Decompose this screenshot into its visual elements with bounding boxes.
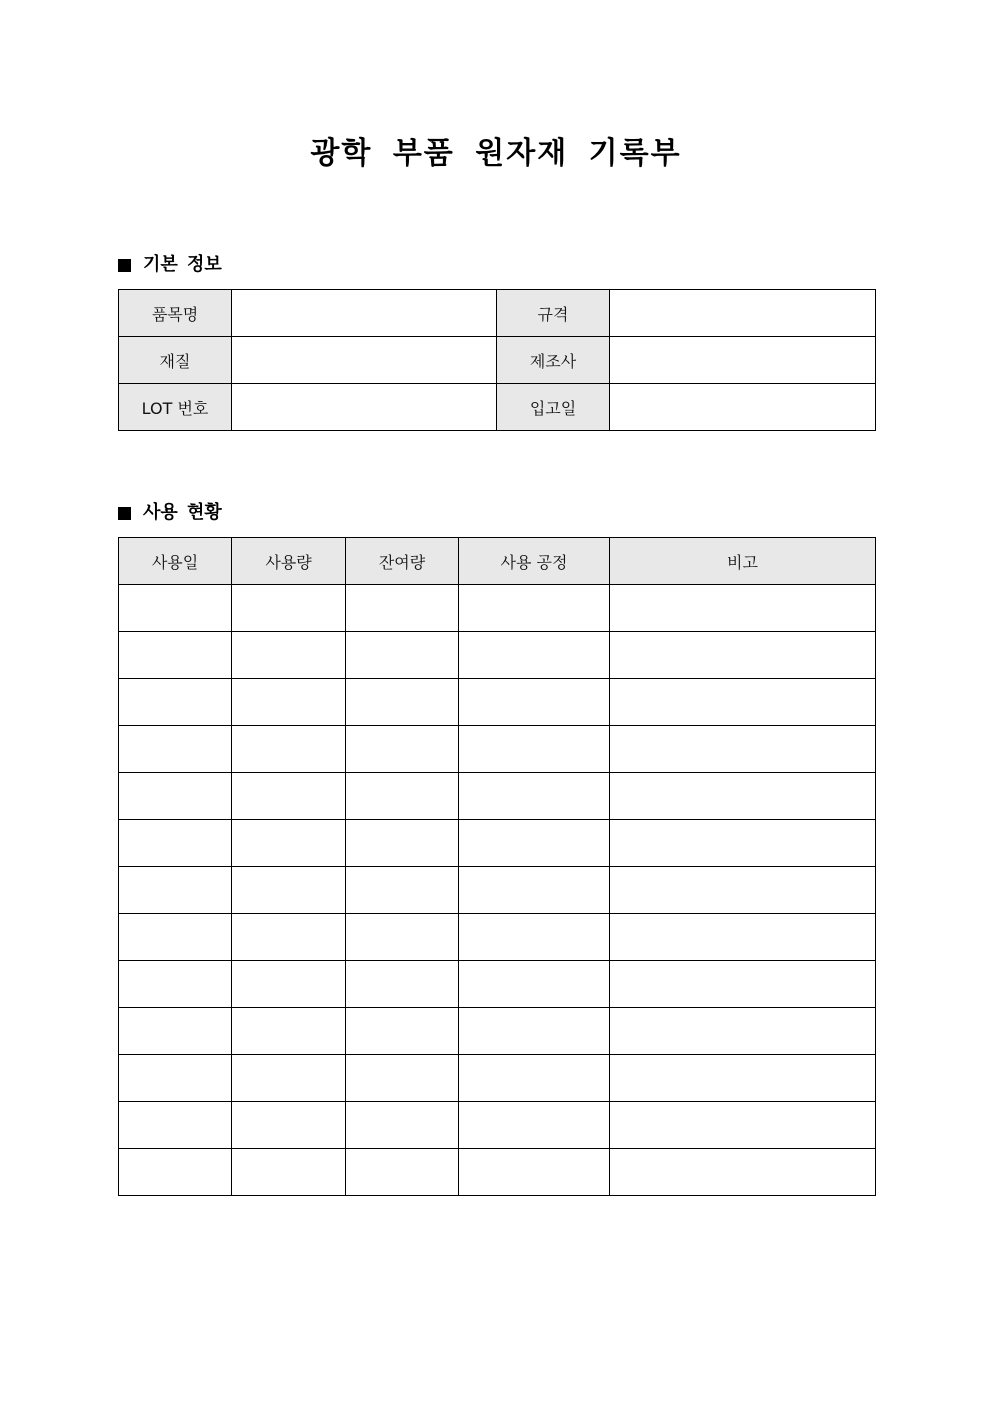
remaining-amount-cell[interactable] bbox=[346, 867, 459, 914]
usage-date-cell[interactable] bbox=[119, 820, 232, 867]
info-row-1 bbox=[119, 290, 876, 337]
usage-date-cell[interactable] bbox=[119, 867, 232, 914]
table-row bbox=[119, 1149, 876, 1196]
table-row bbox=[119, 961, 876, 1008]
remarks-cell[interactable] bbox=[610, 585, 876, 632]
lot-number-label: LOT 번호 bbox=[119, 384, 232, 431]
column-header-usage-amount: 사용량 bbox=[232, 538, 346, 585]
remarks-cell[interactable] bbox=[610, 961, 876, 1008]
square-bullet-icon bbox=[118, 259, 131, 272]
usage-amount-cell[interactable] bbox=[232, 773, 346, 820]
usage-process-cell[interactable] bbox=[459, 1102, 610, 1149]
usage-amount-cell[interactable] bbox=[232, 585, 346, 632]
usage-amount-cell[interactable] bbox=[232, 820, 346, 867]
manufacturer-field[interactable] bbox=[610, 337, 876, 384]
column-header-usage-date: 사용일 bbox=[119, 538, 232, 585]
column-header-usage-process: 사용 공정 bbox=[459, 538, 610, 585]
basic-info-heading-text: 기본 정보 bbox=[143, 254, 222, 275]
info-row-2 bbox=[119, 337, 876, 384]
table-row bbox=[119, 867, 876, 914]
remaining-amount-cell[interactable] bbox=[346, 961, 459, 1008]
usage-process-cell[interactable] bbox=[459, 1055, 610, 1102]
usage-process-cell[interactable] bbox=[459, 1149, 610, 1196]
info-row-3 bbox=[119, 384, 876, 431]
usage-heading bbox=[118, 501, 222, 525]
usage-date-cell[interactable] bbox=[119, 961, 232, 1008]
page-title: 광학 부품 원자재 기록부 bbox=[310, 136, 682, 171]
column-header-remaining-amount: 잔여량 bbox=[346, 538, 459, 585]
usage-amount-cell[interactable] bbox=[232, 1055, 346, 1102]
usage-amount-cell[interactable] bbox=[232, 1149, 346, 1196]
usage-date-cell[interactable] bbox=[119, 914, 232, 961]
usage-date-cell[interactable] bbox=[119, 773, 232, 820]
usage-process-cell[interactable] bbox=[459, 679, 610, 726]
table-row bbox=[119, 1102, 876, 1149]
usage-date-cell[interactable] bbox=[119, 1149, 232, 1196]
remarks-cell[interactable] bbox=[610, 1008, 876, 1055]
usage-header-row bbox=[119, 538, 876, 585]
spec-field[interactable] bbox=[610, 290, 876, 337]
table-row bbox=[119, 914, 876, 961]
table-row bbox=[119, 632, 876, 679]
table-row bbox=[119, 773, 876, 820]
remarks-cell[interactable] bbox=[610, 1055, 876, 1102]
remarks-cell[interactable] bbox=[610, 914, 876, 961]
usage-date-cell[interactable] bbox=[119, 585, 232, 632]
usage-table-body bbox=[119, 585, 876, 1196]
usage-process-cell[interactable] bbox=[459, 585, 610, 632]
remarks-cell[interactable] bbox=[610, 1149, 876, 1196]
usage-table bbox=[118, 537, 876, 1196]
table-row bbox=[119, 820, 876, 867]
remaining-amount-cell[interactable] bbox=[346, 1055, 459, 1102]
table-row bbox=[119, 726, 876, 773]
remaining-amount-cell[interactable] bbox=[346, 1102, 459, 1149]
remarks-cell[interactable] bbox=[610, 1102, 876, 1149]
material-label: 재질 bbox=[119, 337, 232, 384]
remaining-amount-cell[interactable] bbox=[346, 632, 459, 679]
usage-date-cell[interactable] bbox=[119, 726, 232, 773]
usage-amount-cell[interactable] bbox=[232, 914, 346, 961]
remaining-amount-cell[interactable] bbox=[346, 726, 459, 773]
usage-amount-cell[interactable] bbox=[232, 1008, 346, 1055]
remarks-cell[interactable] bbox=[610, 632, 876, 679]
usage-amount-cell[interactable] bbox=[232, 726, 346, 773]
manufacturer-label: 제조사 bbox=[497, 337, 610, 384]
usage-date-cell[interactable] bbox=[119, 1055, 232, 1102]
remarks-cell[interactable] bbox=[610, 867, 876, 914]
spec-label: 규격 bbox=[497, 290, 610, 337]
remarks-cell[interactable] bbox=[610, 679, 876, 726]
usage-process-cell[interactable] bbox=[459, 1008, 610, 1055]
remaining-amount-cell[interactable] bbox=[346, 914, 459, 961]
remaining-amount-cell[interactable] bbox=[346, 1008, 459, 1055]
usage-date-cell[interactable] bbox=[119, 1008, 232, 1055]
remarks-cell[interactable] bbox=[610, 820, 876, 867]
item-name-label: 품목명 bbox=[119, 290, 232, 337]
basic-info-heading bbox=[118, 253, 222, 277]
table-row bbox=[119, 585, 876, 632]
remarks-cell[interactable] bbox=[610, 773, 876, 820]
usage-amount-cell[interactable] bbox=[232, 961, 346, 1008]
usage-process-cell[interactable] bbox=[459, 961, 610, 1008]
usage-amount-cell[interactable] bbox=[232, 679, 346, 726]
remaining-amount-cell[interactable] bbox=[346, 585, 459, 632]
usage-date-cell[interactable] bbox=[119, 632, 232, 679]
usage-process-cell[interactable] bbox=[459, 867, 610, 914]
material-field[interactable] bbox=[232, 337, 497, 384]
item-name-field[interactable] bbox=[232, 290, 497, 337]
remaining-amount-cell[interactable] bbox=[346, 679, 459, 726]
usage-process-cell[interactable] bbox=[459, 773, 610, 820]
usage-process-cell[interactable] bbox=[459, 632, 610, 679]
basic-info-table bbox=[118, 289, 876, 431]
table-row bbox=[119, 679, 876, 726]
usage-date-cell[interactable] bbox=[119, 1102, 232, 1149]
column-header-remarks: 비고 bbox=[610, 538, 876, 585]
remaining-amount-cell[interactable] bbox=[346, 1149, 459, 1196]
square-bullet-icon bbox=[118, 507, 131, 520]
lot-number-field[interactable] bbox=[232, 384, 497, 431]
usage-process-cell[interactable] bbox=[459, 914, 610, 961]
usage-process-cell[interactable] bbox=[459, 726, 610, 773]
usage-amount-cell[interactable] bbox=[232, 632, 346, 679]
remaining-amount-cell[interactable] bbox=[346, 773, 459, 820]
remaining-amount-cell[interactable] bbox=[346, 820, 459, 867]
usage-heading-text: 사용 현황 bbox=[143, 502, 222, 523]
usage-amount-cell[interactable] bbox=[232, 867, 346, 914]
usage-process-cell[interactable] bbox=[459, 820, 610, 867]
receipt-date-field[interactable] bbox=[610, 384, 876, 431]
receipt-date-label: 입고일 bbox=[497, 384, 610, 431]
table-row bbox=[119, 1055, 876, 1102]
remarks-cell[interactable] bbox=[610, 726, 876, 773]
table-row bbox=[119, 1008, 876, 1055]
usage-amount-cell[interactable] bbox=[232, 1102, 346, 1149]
usage-date-cell[interactable] bbox=[119, 679, 232, 726]
